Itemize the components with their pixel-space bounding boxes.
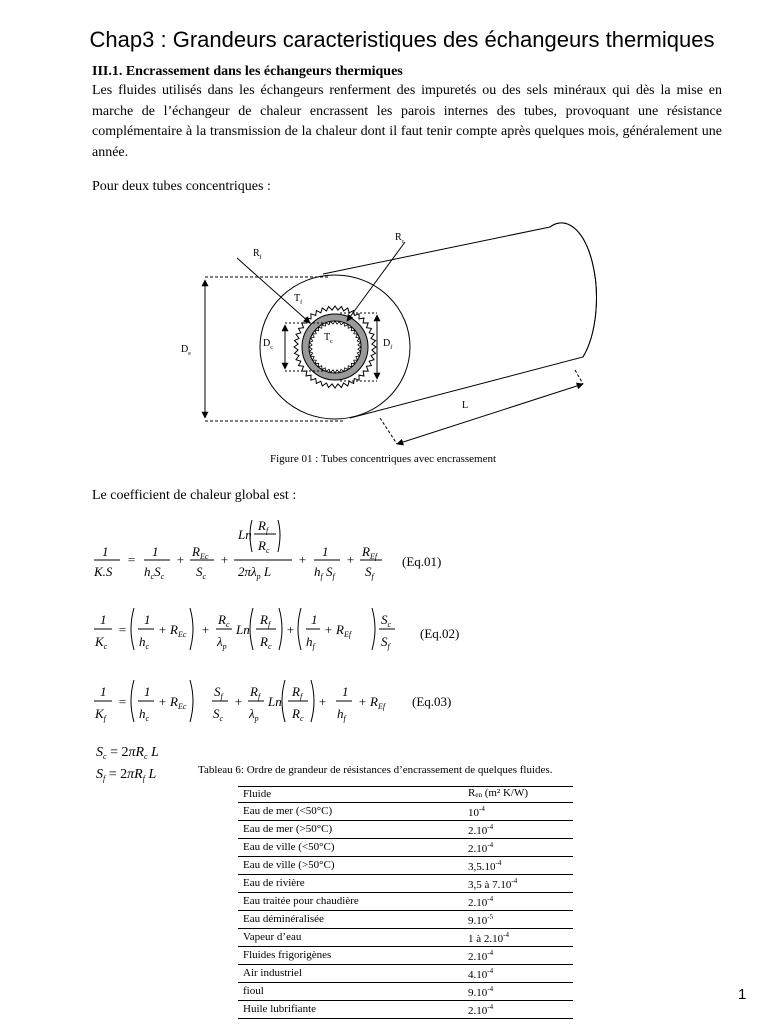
svg-text:REf: $R_{Ef}$ [362,544,378,561]
svg-text:+ REf: + $R_{Ef}$ [324,622,352,639]
sf-formula: $S_f = 2\pi R_f$ L [96,767,157,783]
length-label: L [462,400,469,411]
dc-label: $D_c$ [263,338,273,351]
fluid-cell: Eau traitée pour chaudière [238,893,466,911]
svg-text:Rc: $R_c$ [258,538,270,555]
fluid-cell: Huile lubrifiante [238,1001,466,1019]
fluid-cell: Eau déminéralisée [238,911,466,929]
resistance-cell: $2.10^{-4}$ [466,893,573,911]
table-row [238,875,573,893]
table-row [238,839,573,857]
svg-text:1: 1 [342,684,349,699]
svg-text:+ REc: + $R_{Ec}$ [158,622,187,639]
tc-label: $T_c$ [324,332,333,345]
resistance-cell: $2.10^{-4}$ [466,821,573,839]
tf-label: $T_f$ [294,293,303,306]
eq02-label: (Eq.02) [420,626,460,641]
table-row [238,983,573,1001]
resistance-cell: 1 à $2.10^{-4}$ [466,929,573,947]
svg-text:+: + [201,622,210,637]
svg-text:1: 1 [311,612,318,627]
resistance-cell: 3,5 à $7.10^{-4}$ [466,875,573,893]
table-row [238,1001,573,1019]
svg-text:Rf: $R_f$ [292,684,303,701]
table-row [238,803,573,821]
svg-text:1: 1 [102,544,109,559]
svg-text:+: + [318,694,327,709]
svg-text:=: = [118,694,127,709]
page-number: 1 [738,986,747,1003]
equation-01 [92,518,472,593]
table-row [238,929,573,947]
svg-text:+: + [286,622,295,637]
intro-paragraph: Les fluides utilisés dans les échangeurs renferment des impuretés ou des sels minéraux qui dès la mise en marche de l’échangeur de chaleur encrassent les parois internes des tubes, provoquant une résistance complémentaire à la transmission de la chaleur dont il faut tenir compte après quelques mois, généralement une année. [92,83,722,160]
svg-text:+: + [220,552,229,567]
figure-caption: Figure 01 : Tubes concentriques avec encrassement [270,453,497,465]
section-heading: III.1. Encrassement dans les échangeurs thermiques [92,64,403,79]
svg-text:Rc: $R_c$ [292,706,304,723]
svg-text:hf: $h_f$ [337,706,346,723]
table-row [238,857,573,875]
fluid-cell: fioul [238,983,466,1001]
svg-text:Sc: $S_c$ [381,612,392,629]
svg-text:2πλp L: $2\pi\lambda_p$ L [238,564,272,581]
fluid-cell: Vapeur d’eau [238,929,466,947]
df-label: $D_f$ [383,338,393,351]
table-header-row [238,787,573,803]
rf-label: $R_f$ [253,248,262,261]
svg-text:1: 1 [144,684,151,699]
header-resistance: $R_{en}$ (m² K/W) [466,787,573,803]
table-caption: Tableau 6: Ordre de grandeur de résistances d’encrassement de quelques fluides. [198,764,553,776]
svg-text:Ln: Ln [236,622,250,637]
resistance-cell: $4.10^{-4}$ [466,965,573,983]
svg-text:+: + [346,552,355,567]
fluid-cell: Eau de mer (>50°C) [238,821,466,839]
equation-02 [92,604,472,665]
fluid-cell: Air industriel [238,965,466,983]
svg-text:hcSc: $h_cS_c$ [144,564,165,581]
svg-text:+: + [234,694,243,709]
resistance-cell: $2.10^{-4}$ [466,1001,573,1019]
sc-formula: $S_c = 2\pi R_c$ L [96,745,159,761]
svg-text:Sf: $S_f$ [381,634,390,651]
surface-formulas [96,742,196,791]
fluid-cell: Eau de mer (<50°C) [238,803,466,821]
svg-text:hf: $h_f$ [306,634,315,651]
svg-text:+: + [176,552,185,567]
svg-text:Rf: $R_f$ [260,612,271,629]
equations-intro: Le coefficient de chaleur global est : [92,488,297,503]
table-row [238,911,573,929]
svg-text:Kf: $K_f$ [95,706,106,723]
svg-text:1: 1 [322,544,329,559]
eq03-label: (Eq.03) [412,694,452,709]
svg-text:hf Sf: $h_f$ $S_f$ [314,564,335,581]
length-dimension-arrow [397,384,583,444]
de-label: $D_e$ [181,344,191,357]
svg-text:λp: $\lambda_p$ [249,706,259,723]
resistance-cell: $2.10^{-4}$ [466,839,573,857]
eq01-label: (Eq.01) [402,554,442,569]
concentric-tubes-text: Pour deux tubes concentriques : [92,179,271,194]
svg-text:=: = [118,622,127,637]
svg-text:Rf: $R_f$ [250,684,261,701]
svg-text:Rc: $R_c$ [218,612,230,629]
svg-text:K.S: K.S [94,564,113,579]
svg-text:REc: $R_{Ec}$ [192,544,209,561]
resistance-cell: $3,5.10^{-4}$ [466,857,573,875]
svg-text:Kc: $K_c$ [95,634,108,651]
svg-text:+: + [298,552,307,567]
svg-text:Ln: Ln [268,694,282,709]
svg-text:Sc: $S_c$ [196,564,207,581]
svg-text:1: 1 [144,612,151,627]
svg-text:Rc: $R_c$ [260,634,272,651]
svg-text:1: 1 [152,544,159,559]
table-row [238,965,573,983]
fluid-cell: Eau de ville (>50°C) [238,857,466,875]
table-row [238,947,573,965]
fouling-resistance-table [238,786,573,1019]
svg-text:Rf: $R_f$ [258,518,269,535]
svg-text:λp: $\lambda_p$ [217,634,227,651]
concentric-tubes-figure [175,222,605,457]
table-row [238,893,573,911]
resistance-cell: $9.10^{-5}$ [466,911,573,929]
fluid-cell: Fluides frigorigènes [238,947,466,965]
svg-text:1: 1 [100,684,107,699]
svg-text:=: = [127,552,136,567]
svg-text:hc: $h_c$ [139,634,150,651]
svg-text:Sf: $S_f$ [365,564,374,581]
equation-03 [92,676,472,737]
svg-text:1: 1 [100,612,107,627]
fluid-cell: Eau de rivière [238,875,466,893]
fluid-cell: Eau de ville (<50°C) [238,839,466,857]
svg-text:+ REc: + $R_{Ec}$ [158,694,187,711]
resistance-cell: $2.10^{-4}$ [466,947,573,965]
rc-label: $R_c$ [395,232,405,245]
svg-text:Ln: Ln [238,527,252,542]
table-row [238,821,573,839]
header-fluid: Fluide [238,787,466,803]
svg-text:+ REf: + $R_{Ef}$ [358,694,386,711]
svg-text:Sc: $S_c$ [213,706,224,723]
resistance-cell: $9.10^{-4}$ [466,983,573,1001]
resistance-cell: $10^{-4}$ [466,803,573,821]
svg-text:Sf: $S_f$ [214,684,223,701]
svg-text:hc: $h_c$ [139,706,150,723]
page-title: Chap3 : Grandeurs caracteristiques des échangeurs thermiques [89,27,715,52]
